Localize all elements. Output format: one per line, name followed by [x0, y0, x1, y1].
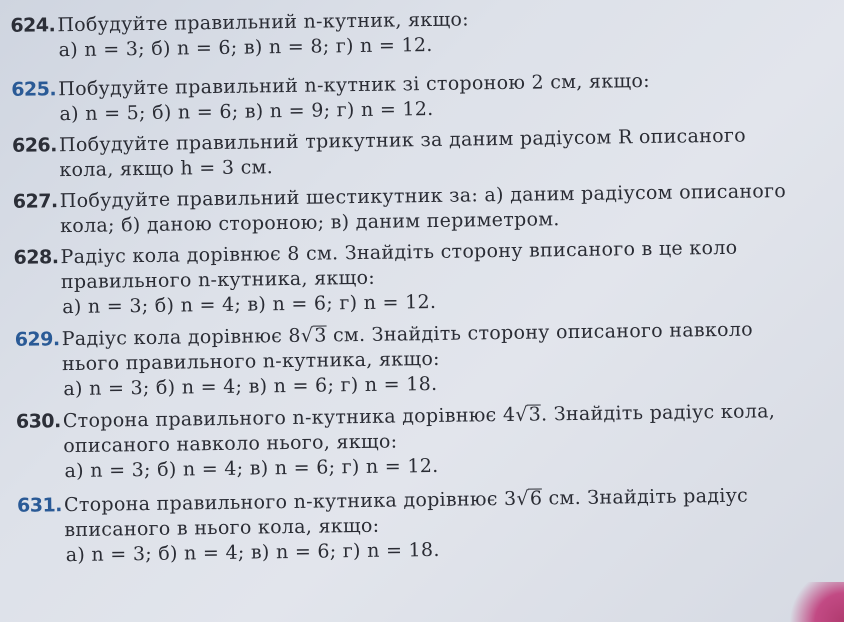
problem-text: нього правильного n-кутника, якщо:	[61, 347, 440, 376]
problem-options: а) n = 3; б) n = 6; в) n = 8; г) n = 12.	[58, 33, 433, 62]
page-corner-shadow	[784, 582, 844, 622]
problem-626	[12, 122, 833, 183]
problem-number: 626.	[11, 134, 58, 157]
radicand: 3	[314, 324, 327, 347]
radical-sign: √	[300, 324, 314, 347]
radicand: 6	[529, 487, 543, 510]
problem-630	[16, 398, 837, 484]
radical-sign: √	[515, 403, 528, 426]
problem-number: 625.	[11, 78, 57, 101]
problem-text: вписаного в нього кола, якщо:	[64, 514, 380, 542]
problem-options: а) n = 3; б) n = 4; в) n = 6; г) n = 18.	[63, 372, 438, 401]
problem-text: Побудуйте правильний шестикутник за: а) даним радіусом описаного	[59, 180, 787, 213]
problem-text: описаного навколо нього, якщо:	[63, 430, 398, 458]
problem-options: а) n = 3; б) n = 4; в) n = 6; г) n = 18.	[65, 538, 440, 567]
problem-631	[17, 482, 838, 568]
radicand: 3	[528, 403, 542, 426]
problem-624	[10, 2, 831, 63]
problem-number: 630.	[15, 410, 61, 433]
text-segment: Сторона правильного n-кутника дорівнює 4	[62, 403, 516, 433]
text-segment: см. Знайдіть сторону описаного навколо	[326, 318, 754, 347]
problem-text: Побудуйте правильний трикутник за даним радіусом R описаного	[58, 124, 747, 157]
problem-number: 624.	[10, 14, 56, 37]
problem-options: а) n = 5; б) n = 6; в) n = 9; г) n = 12.	[59, 97, 434, 126]
problem-625	[11, 66, 832, 127]
problem-text: Радіус кола дорівнює 8 см. Знайдіть сторону вписаного в це коло	[60, 236, 738, 269]
text-segment: Радіус кола дорівнює 8	[61, 324, 302, 351]
problem-text: Побудуйте правильний n-кутник, якщо:	[57, 8, 470, 37]
problem-text: кола, якщо h = 3 см.	[59, 156, 274, 182]
radical-sign: √	[516, 487, 530, 510]
problem-text: правильного n-кутника, якщо:	[60, 266, 376, 294]
text-segment: . Знайдіть радіус кола,	[540, 400, 776, 426]
text-segment: см. Знайдіть радіус	[542, 484, 749, 510]
problem-628	[13, 234, 834, 320]
problem-number: 627.	[12, 190, 58, 213]
problem-options: а) n = 3; б) n = 4; в) n = 6; г) n = 12.	[64, 454, 439, 483]
problem-options: а) n = 3; б) n = 4; в) n = 6; г) n = 12.	[62, 290, 437, 319]
text-segment: Сторона правильного n-кутника дорівнює 3	[63, 487, 517, 517]
problem-629	[15, 316, 836, 402]
problem-number: 631.	[16, 494, 63, 517]
problem-number: 628.	[13, 246, 59, 269]
problem-627	[13, 178, 834, 239]
problem-text: кола; б) даною стороною; в) даним периметром.	[60, 208, 560, 238]
problem-text: Побудуйте правильний n-кутник зі стороною 2 см, якщо:	[58, 69, 650, 101]
problem-number: 629.	[14, 328, 60, 351]
